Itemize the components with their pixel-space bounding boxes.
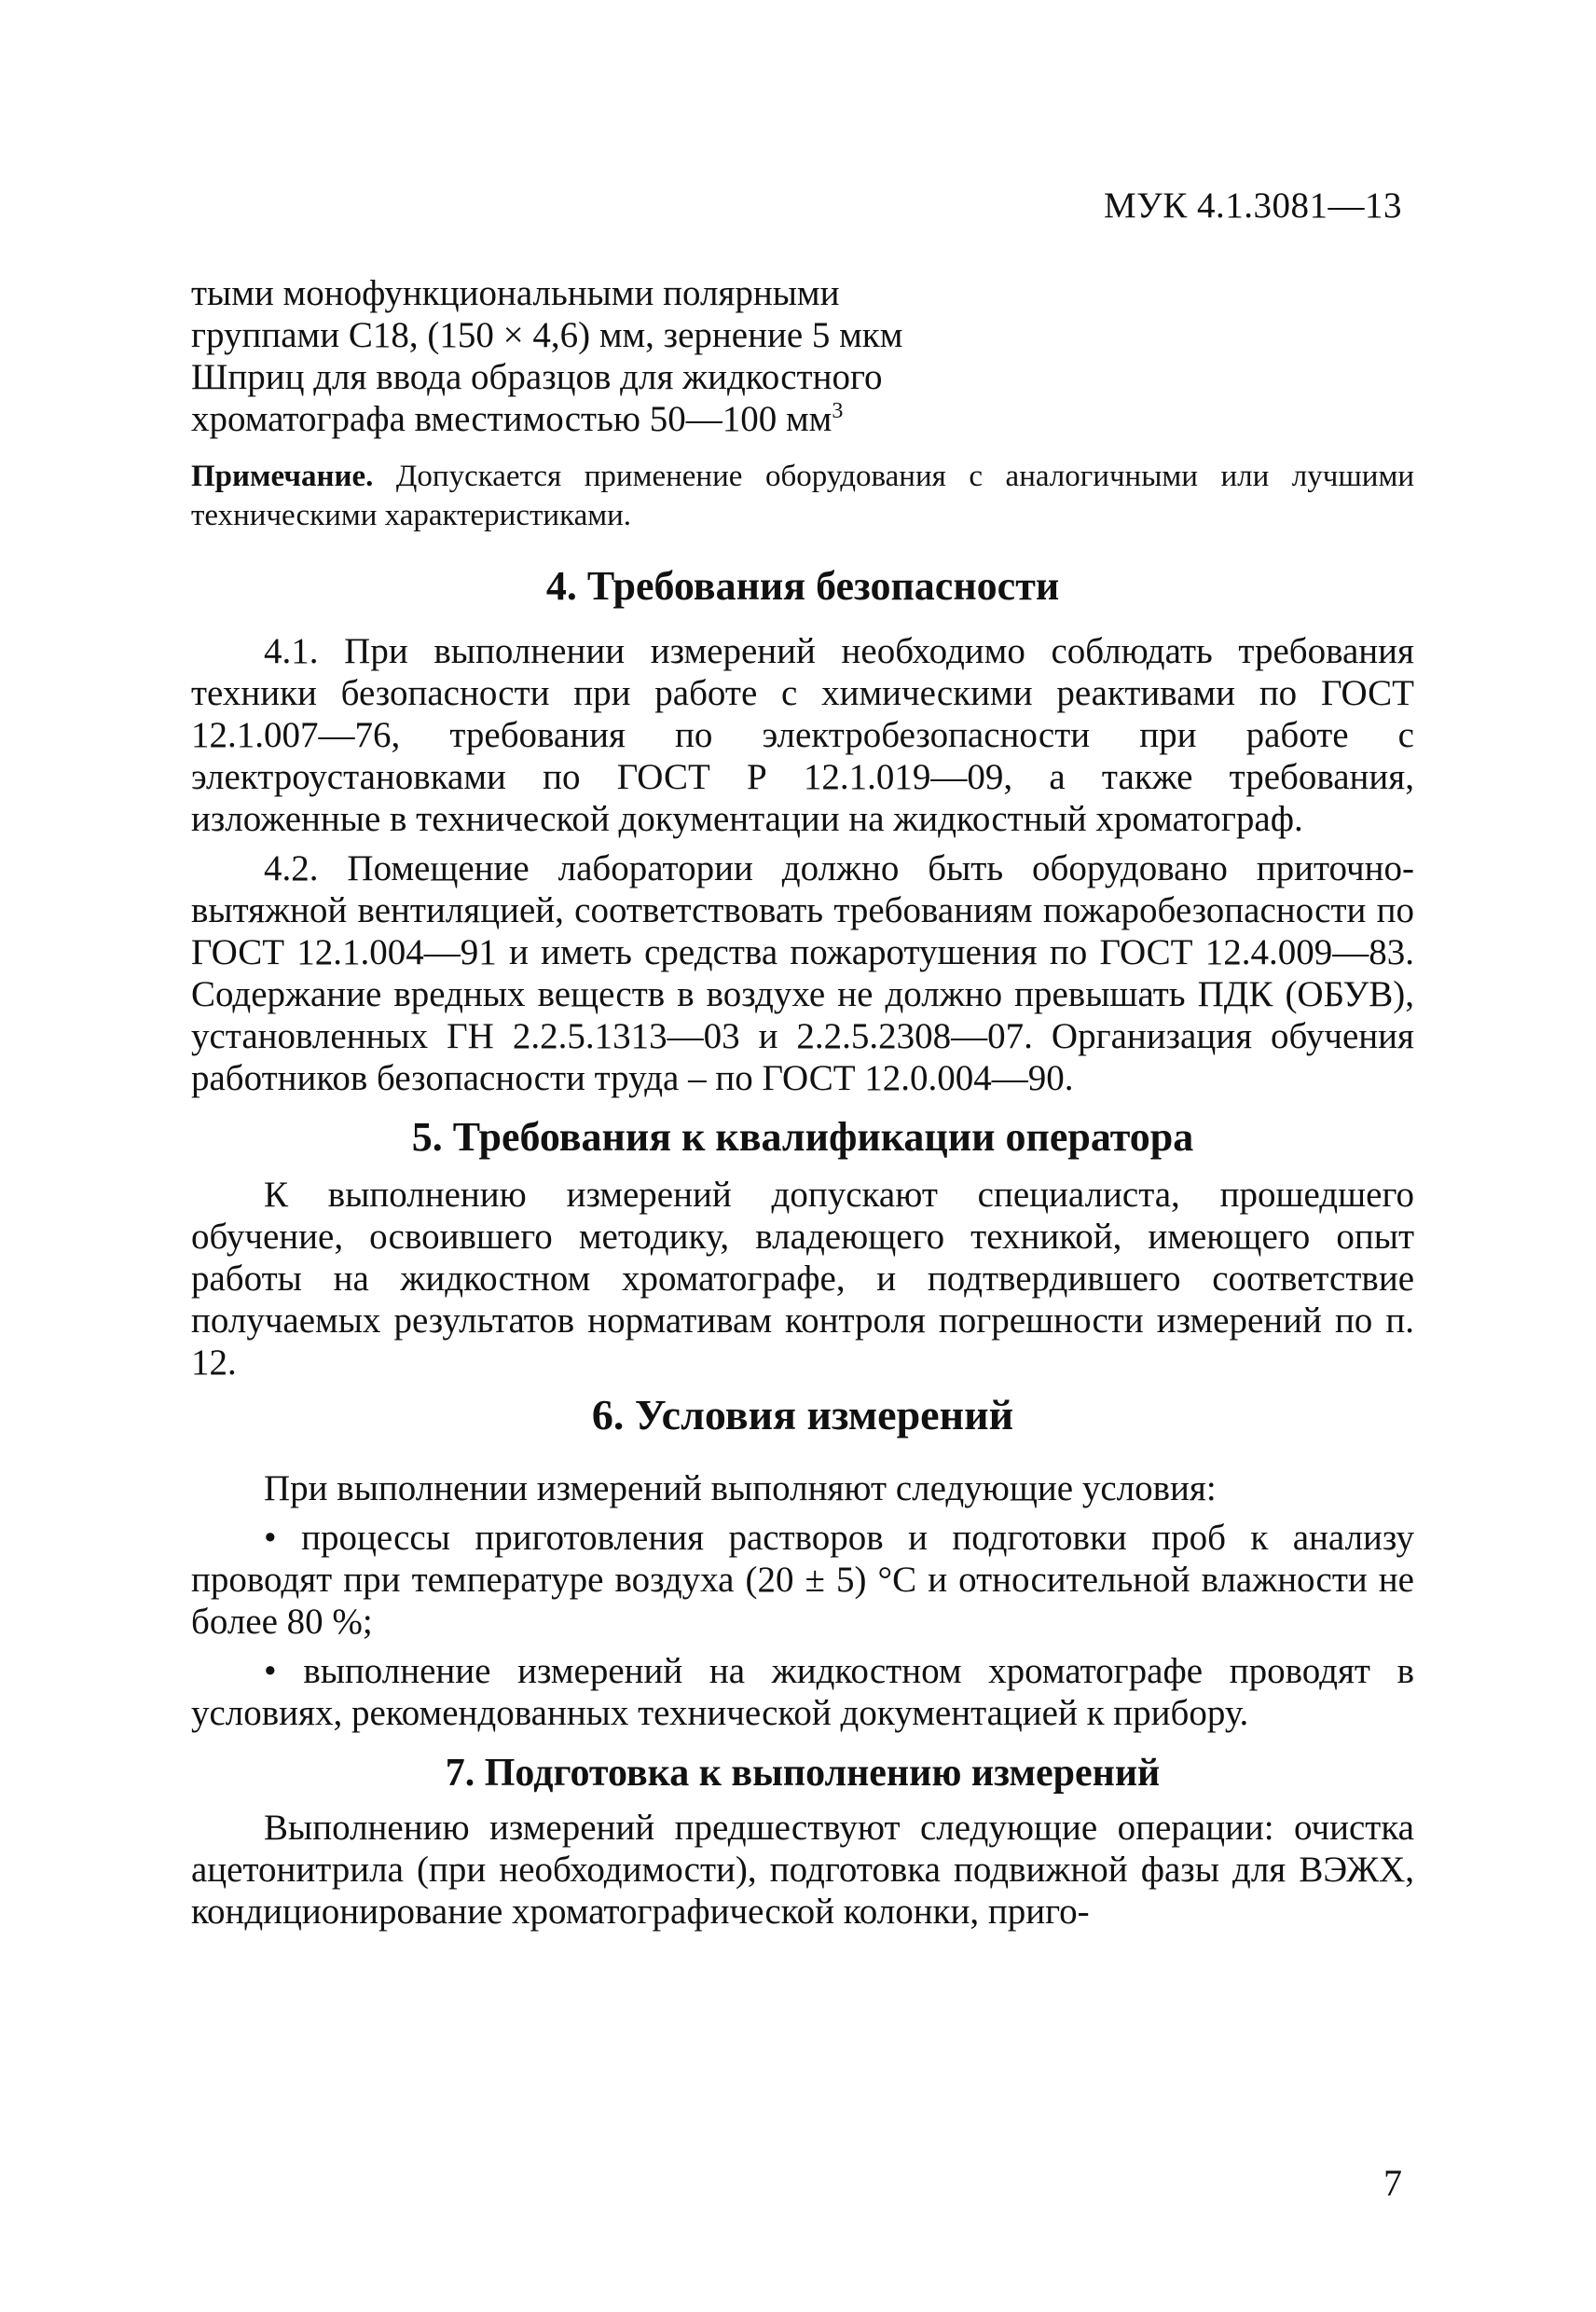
equipment-list [191,272,1414,440]
section-6-heading: 6. Условия измерений [591,1391,1014,1438]
section-5-paragraph: К выполнению измерений допускают специалиста, прошедшего обучение, освоившего методику, владеющего техникой, имеющего опыт работы на жидкостном хроматографе, и подтвердившего соответствие получаемых результатов нормативам контроля погрешности измерений по п. 12. [191,1175,1414,1383]
equipment-line: группами С18, (150 × 4,6) мм, зернение 5 мкм [191,315,903,355]
section-7-heading: 7. Подготовка к выполнению измерений [445,1752,1161,1795]
section-7-paragraph: Выполнению измерений предшествуют следующие операции: очистка ацетонитрила (при необходимости), подготовка подвижной фазы для ВЭЖХ, кондиционирование хроматографической колонки, приго- [191,1808,1414,1932]
equipment-line [191,398,1414,440]
section-6-intro: При выполнении измерений выполняют следующие условия: [264,1468,1217,1508]
equipment-line-text: хроматографа вместимостью 50—100 мм [191,399,832,439]
section-6-bullet-item: • выполнение измерений на жидкостном хроматографе проводят в условиях, рекомендованных технической документацией к прибору. [191,1650,1414,1734]
equipment-line: тыми монофункциональными полярными [191,273,840,313]
note-text: Допускается применение оборудования с аналогичными или лучшими техническими характеристиками. [191,460,1414,532]
section-4-paragraph-2: 4.2. Помещение лаборатории должно быть оборудовано приточно-вытяжной вентиляцией, соответствовать требованиям пожаробезопасности по ГОСТ 12.1.004—91 и иметь средства пожаротушения по ГОСТ 12.4.009—83. Содержание вредных веществ в воздухе не должно превышать ПДК (ОБУВ), установленных ГН 2.2.5.1313—03 и 2.2.5.2308—07. Организация обучения работников безопасности труда – по ГОСТ 12.0.004—90. [191,848,1414,1098]
section-4-paragraph-1: 4.1. При выполнении измерений необходимо соблюдать требования техники безопасности при работе с химическими реактивами по ГОСТ 12.1.007—76, требования по электробезопасности при работе с электроустановками по ГОСТ Р 12.1.019—09, а также требования, изложенные в технической документации на жидкостный хроматограф. [191,631,1414,839]
note-label: Примечание. [191,460,374,493]
page-number: 7 [1383,2162,1402,2204]
unit-superscript: 3 [832,399,844,423]
section-6-bullet-item: • процессы приготовления растворов и подготовки проб к анализу проводят при температуре воздуха (20 ± 5) °С и относительной влажности не более 80 %; [191,1517,1414,1643]
document-code: МУК 4.1.3081—13 [1103,186,1402,226]
equipment-line: Шприц для ввода образцов для жидкостного [191,357,883,397]
page-content [191,272,1414,1933]
section-4-heading: 4. Требования безопасности [545,563,1060,609]
note [191,457,1414,535]
section-5-heading: 5. Требования к квалификации оператора [411,1114,1194,1160]
